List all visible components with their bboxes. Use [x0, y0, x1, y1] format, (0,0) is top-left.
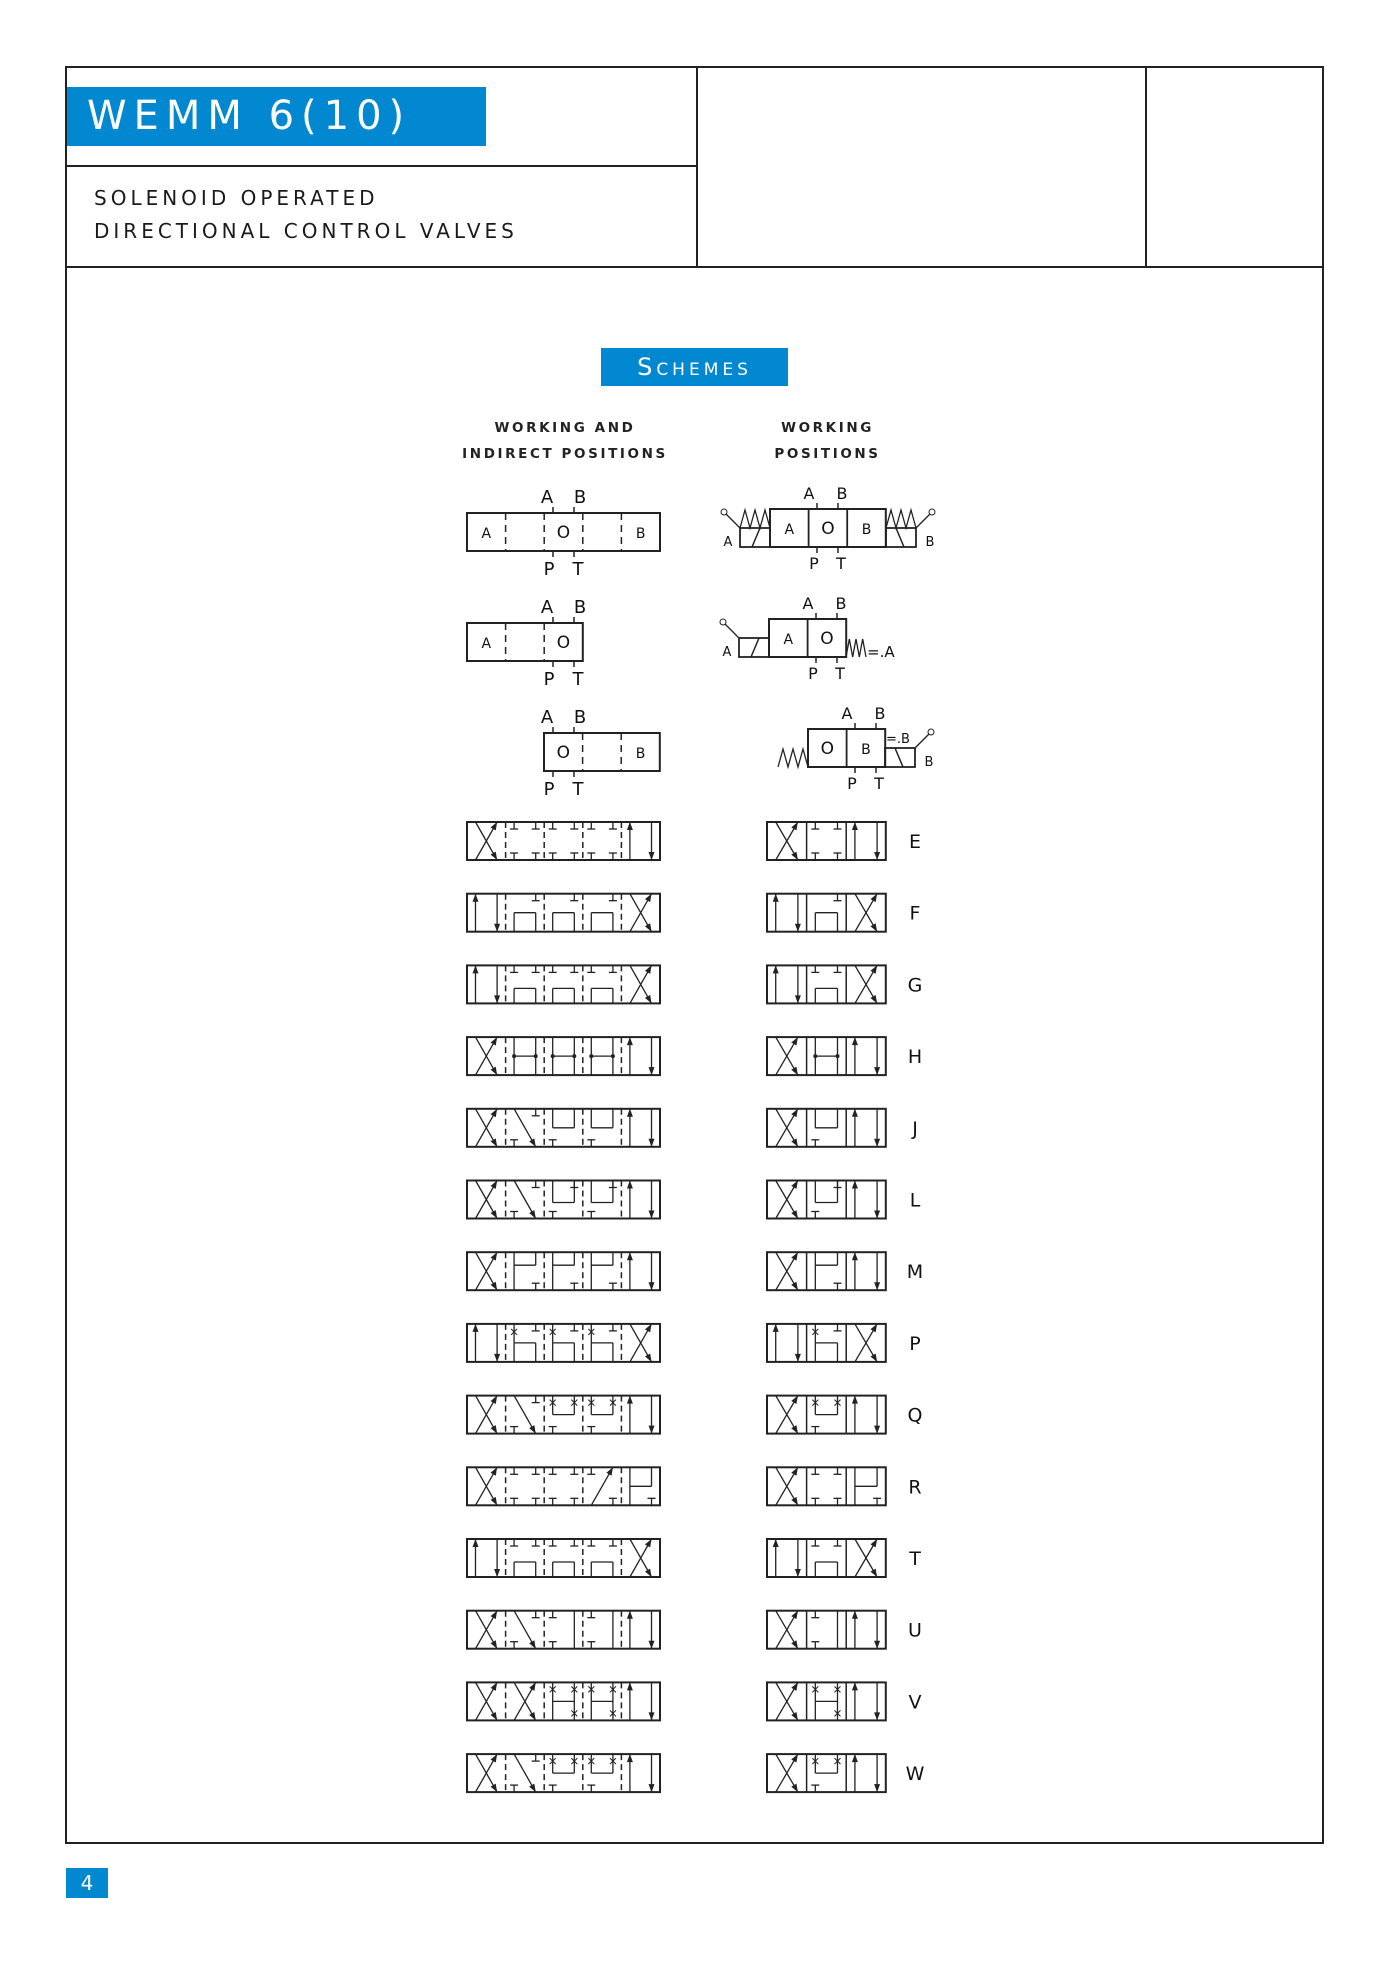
valve-body [767, 822, 886, 860]
junction-dot [835, 1054, 839, 1058]
arrow-head [645, 1569, 652, 1577]
scheme-row-E [467, 822, 921, 860]
arrow-head [852, 1252, 858, 1260]
scheme-right-symbol [767, 965, 886, 1003]
scheme-left-symbol [467, 894, 660, 932]
arrow-head [791, 1396, 798, 1404]
scheme-row-T [467, 1539, 921, 1577]
arrow-head [791, 1611, 798, 1619]
scheme-row-W [467, 1754, 925, 1792]
scheme-left-symbol [467, 822, 660, 860]
arrow-head [627, 1109, 633, 1117]
port-label-p: P [809, 554, 819, 573]
arrow-head [627, 1611, 633, 1619]
solenoid-label: B [924, 755, 934, 770]
arrow-head [874, 852, 880, 860]
arrow-head [870, 1353, 877, 1361]
position-label: A [783, 632, 794, 648]
scheme-row-U [467, 1611, 922, 1649]
arrow-head [791, 1138, 798, 1146]
position-label: O [821, 519, 835, 539]
scheme-code-label: Q [907, 1404, 923, 1427]
arrow-head [472, 1539, 478, 1547]
arrow-head [491, 852, 498, 860]
arrow-head [791, 1497, 798, 1505]
position-label: B [861, 522, 872, 538]
port-label-t: T [572, 779, 584, 800]
arrow-head [874, 1067, 880, 1075]
spring-left [740, 510, 770, 528]
symbol-line [752, 528, 760, 547]
valve-body [767, 1181, 886, 1219]
arrow-head [627, 1754, 633, 1762]
arrow-head [491, 1497, 498, 1505]
left-column-heading-2: INDIRECT POSITIONS [462, 446, 668, 462]
arrow-head [491, 1784, 498, 1792]
port-label-a: A [803, 484, 815, 503]
subtitle-line-1: SOLENOID OPERATED [94, 186, 379, 210]
position-label: O [556, 743, 570, 763]
overview-working-3pos [721, 484, 935, 573]
port-label-b: B [874, 704, 886, 723]
arrow-head [852, 1109, 858, 1117]
scheme-left-symbol [467, 1181, 660, 1219]
valve-body [767, 965, 886, 1003]
arrow-head [529, 1138, 536, 1146]
manual-override-knob [721, 509, 727, 515]
symbol-line [916, 514, 930, 528]
port-label-t: T [836, 554, 846, 573]
arrow-head [870, 894, 877, 902]
scheme-right-symbol [767, 1252, 886, 1290]
port-label-b: B [573, 487, 587, 508]
arrow-head [529, 1210, 536, 1218]
scheme-row-P [467, 1324, 921, 1362]
symbol-line [896, 528, 904, 547]
port-label-t: T [572, 669, 584, 690]
arrow-head [494, 924, 500, 932]
port-label-b: B [836, 484, 848, 503]
arrow-head [491, 1282, 498, 1290]
arrow-head [529, 1640, 536, 1648]
arrow-head [874, 1426, 880, 1434]
symbol-line [725, 624, 739, 638]
solenoid-label: A [723, 535, 733, 550]
arrow-head [494, 1354, 500, 1362]
port-label-t: T [835, 664, 845, 683]
arrow-head [852, 1181, 858, 1189]
arrow-head [852, 1754, 858, 1762]
arrow-head [649, 1641, 655, 1649]
arrow-head [472, 894, 478, 902]
arrow-head [870, 923, 877, 931]
port-label-a: A [540, 707, 554, 728]
position-label: B [861, 742, 871, 758]
scheme-code-label: H [907, 1046, 923, 1069]
spring-left [778, 749, 808, 767]
arrow-head [491, 1611, 498, 1619]
port-label-p: P [543, 669, 555, 690]
symbol-line [751, 638, 759, 657]
arrow-head [645, 1539, 652, 1547]
arrow-head [627, 1181, 633, 1189]
manual-override-knob [720, 619, 726, 625]
port-label-t: T [572, 559, 584, 580]
arrow-head [627, 1037, 633, 1045]
page-number: 4 [66, 1868, 108, 1898]
scheme-code-label: L [909, 1189, 921, 1212]
arrow-head [874, 1641, 880, 1649]
scheme-left-symbol [467, 1109, 660, 1147]
overview-valve-b [541, 707, 660, 800]
arrow-head [791, 1682, 798, 1690]
position-label: O [820, 629, 834, 649]
symbol-line [895, 748, 903, 767]
arrow-head [773, 1539, 779, 1547]
valve-body [767, 1611, 886, 1649]
scheme-code-label: F [909, 902, 921, 925]
scheme-row-G [467, 965, 922, 1003]
arrow-head [491, 1252, 498, 1260]
arrow-head [649, 1426, 655, 1434]
scheme-code-label: V [908, 1691, 922, 1714]
scheme-row-F [467, 894, 920, 932]
port-label-p: P [808, 664, 818, 683]
arrow-head [645, 965, 652, 973]
arrow-head [627, 1252, 633, 1260]
junction-dot [611, 1054, 615, 1058]
arrow-head [791, 1712, 798, 1720]
junction-dot [534, 1054, 538, 1058]
scheme-code-label: G [907, 974, 923, 997]
port-label-p: P [543, 559, 555, 580]
arrow-head [491, 1138, 498, 1146]
scheme-row-J [467, 1109, 918, 1147]
scheme-left-symbol [467, 1754, 660, 1792]
junction-dot [813, 1054, 817, 1058]
port-label-a: A [540, 487, 554, 508]
arrow-head [773, 1324, 779, 1332]
arrow-head [627, 1682, 633, 1690]
overview-valve-a [467, 597, 586, 690]
manual-override-knob [928, 729, 934, 735]
right-column-heading-2: POSITIONS [774, 446, 881, 462]
arrow-head [852, 1682, 858, 1690]
overview-valve-3pos [467, 487, 660, 580]
solenoid-box [886, 528, 916, 547]
arrow-head [491, 1109, 498, 1117]
arrow-head [645, 923, 652, 931]
solenoid-box [885, 748, 915, 767]
arrow-head [795, 924, 801, 932]
variant-suffix-b: =.B [886, 732, 910, 747]
arrow-head [649, 1784, 655, 1792]
port-label-a: A [802, 594, 814, 613]
arrow-head [472, 965, 478, 973]
arrow-head [791, 1109, 798, 1117]
arrow-head [645, 1324, 652, 1332]
scheme-left-symbol [467, 1252, 660, 1290]
arrow-head [491, 1037, 498, 1045]
scheme-code-label: J [912, 1117, 918, 1140]
arrow-head [494, 995, 500, 1003]
arrow-head [529, 1712, 536, 1720]
arrow-head [491, 1181, 498, 1189]
arrow-head [494, 1569, 500, 1577]
arrow-head [649, 1282, 655, 1290]
arrow-head [645, 995, 652, 1003]
overview-working-b [778, 704, 934, 793]
arrow-head [874, 1712, 880, 1720]
right-column-heading-1: WORKING [781, 420, 874, 436]
arrow-head [491, 1396, 498, 1404]
arrow-head [791, 1210, 798, 1218]
arrow-head [870, 965, 877, 973]
arrow-head [491, 1210, 498, 1218]
scheme-row-M [467, 1252, 923, 1290]
position-label: O [820, 739, 834, 759]
arrow-head [773, 965, 779, 973]
arrow-head [795, 995, 801, 1003]
solenoid-box [739, 638, 769, 657]
position-label: A [481, 526, 492, 542]
port-label-t: T [874, 774, 884, 793]
position-label: A [784, 522, 795, 538]
arrow-head [852, 822, 858, 830]
solenoid-box [740, 528, 770, 547]
position-label: B [635, 746, 646, 762]
arrow-head [649, 852, 655, 860]
arrow-head [529, 1425, 536, 1433]
arrow-head [791, 852, 798, 860]
port-label-b: B [573, 707, 587, 728]
arrow-head [491, 1640, 498, 1648]
position-label: B [635, 526, 646, 542]
arrow-head [874, 1139, 880, 1147]
spring-right [886, 510, 916, 528]
scheme-right-symbol [767, 1324, 886, 1362]
arrow-head [870, 1539, 877, 1547]
scheme-right-symbol [767, 1467, 886, 1505]
scheme-right-symbol [767, 1396, 886, 1434]
scheme-row-L [467, 1181, 921, 1219]
arrow-head [649, 1211, 655, 1219]
arrow-head [791, 1754, 798, 1762]
arrow-head [791, 1181, 798, 1189]
scheme-right-symbol [767, 1037, 886, 1075]
solenoid-label: B [925, 535, 935, 550]
overview-working-a [720, 594, 895, 683]
junction-dot [512, 1054, 516, 1058]
arrow-head [874, 1282, 880, 1290]
arrow-head [491, 1467, 498, 1475]
scheme-left-symbol [467, 1682, 660, 1720]
scheme-row-Q [467, 1396, 922, 1434]
scheme-row-V [467, 1682, 922, 1720]
arrow-head [852, 1611, 858, 1619]
arrow-head [491, 1712, 498, 1720]
scheme-code-label: T [909, 1548, 921, 1570]
product-title: WEMM 6(10) [67, 87, 486, 146]
scheme-right-symbol [767, 822, 886, 860]
arrow-head [649, 1067, 655, 1075]
arrow-head [795, 1354, 801, 1362]
left-column-heading-1: WORKING AND [494, 420, 636, 436]
junction-dot [589, 1054, 593, 1058]
scheme-right-symbol [767, 1181, 886, 1219]
scheme-right-symbol [767, 894, 886, 932]
scheme-left-symbol [467, 965, 660, 1003]
arrow-head [791, 1252, 798, 1260]
variant-suffix-a: =.A [867, 643, 895, 661]
arrow-head [627, 1396, 633, 1404]
arrow-head [874, 1211, 880, 1219]
valve-body [767, 1252, 886, 1290]
arrow-head [645, 1353, 652, 1361]
arrow-head [791, 1640, 798, 1648]
port-label-b: B [835, 594, 847, 613]
valve-body [767, 1539, 886, 1577]
scheme-code-label: R [908, 1476, 922, 1499]
scheme-right-symbol [767, 1539, 886, 1577]
arrow-head [791, 1425, 798, 1433]
arrow-head [791, 822, 798, 830]
position-label: A [481, 636, 492, 652]
arrow-head [870, 1324, 877, 1332]
arrow-head [791, 1282, 798, 1290]
arrow-head [649, 1712, 655, 1720]
arrow-head [472, 1324, 478, 1332]
junction-dot [551, 1054, 555, 1058]
scheme-left-symbol [467, 1539, 660, 1577]
arrow-head [627, 822, 633, 830]
arrow-head [852, 1037, 858, 1045]
scheme-left-symbol [467, 1324, 660, 1362]
scheme-row-R [467, 1467, 922, 1505]
subtitle-line-2: DIRECTIONAL CONTROL VALVES [94, 219, 518, 243]
arrow-head [645, 894, 652, 902]
arrow-head [791, 1037, 798, 1045]
scheme-left-symbol [467, 1396, 660, 1434]
arrow-head [491, 822, 498, 830]
arrow-head [791, 1067, 798, 1075]
arrow-head [529, 1682, 536, 1690]
scheme-right-symbol [767, 1682, 886, 1720]
arrow-head [791, 1784, 798, 1792]
scheme-code-label: U [908, 1619, 922, 1642]
port-label-a: A [540, 597, 554, 618]
port-label-p: P [543, 779, 555, 800]
spring-right [846, 639, 866, 657]
position-label: O [556, 633, 571, 653]
scheme-left-symbol [467, 1611, 660, 1649]
scheme-left-symbol [467, 1467, 660, 1505]
scheme-code-label: M [906, 1261, 924, 1284]
scheme-right-symbol [767, 1109, 886, 1147]
arrow-head [870, 1569, 877, 1577]
arrow-head [870, 995, 877, 1003]
arrow-head [491, 1067, 498, 1075]
port-label-p: P [847, 774, 857, 793]
arrow-head [852, 1396, 858, 1404]
port-label-a: A [841, 704, 853, 723]
scheme-right-symbol [767, 1611, 886, 1649]
position-label: O [556, 523, 571, 543]
arrow-head [606, 1467, 613, 1475]
scheme-left-symbol [467, 1037, 660, 1075]
manual-override-knob [929, 509, 935, 515]
section-title: Schemes [601, 348, 788, 386]
scheme-code-label: P [909, 1332, 921, 1355]
arrow-head [795, 1569, 801, 1577]
solenoid-label: A [722, 645, 732, 660]
scheme-code-label: E [908, 831, 922, 853]
port-label-b: B [573, 597, 587, 618]
symbol-line [915, 734, 929, 748]
scheme-right-symbol [767, 1754, 886, 1792]
arrow-head [491, 1754, 498, 1762]
arrow-head [491, 1682, 498, 1690]
arrow-head [874, 1784, 880, 1792]
arrow-head [491, 1425, 498, 1433]
arrow-head [773, 894, 779, 902]
arrow-head [529, 1784, 536, 1792]
scheme-row-H [467, 1037, 922, 1075]
junction-dot [572, 1054, 576, 1058]
arrow-head [791, 1467, 798, 1475]
symbol-line [726, 514, 740, 528]
arrow-head [649, 1139, 655, 1147]
scheme-code-label: W [905, 1763, 925, 1786]
